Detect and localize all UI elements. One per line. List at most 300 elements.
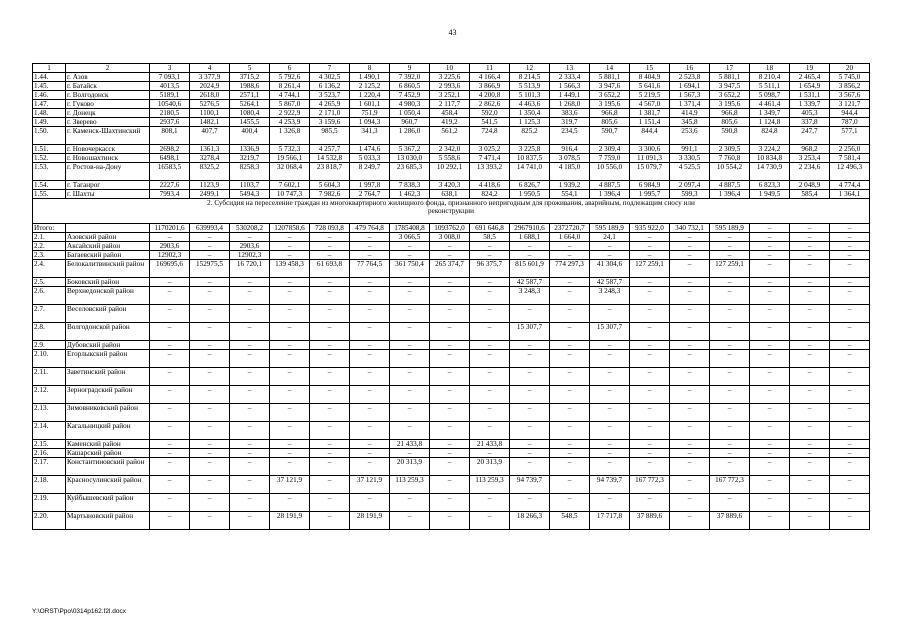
- table-cell: –: [670, 386, 710, 404]
- table-cell: –: [190, 404, 230, 422]
- table-cell: –: [630, 368, 670, 386]
- table-cell: 2 097,4: [670, 181, 710, 190]
- table-cell: –: [670, 449, 710, 458]
- table-cell: 19 566,1: [270, 154, 310, 163]
- table-cell: –: [470, 305, 510, 323]
- table-cell: –: [230, 440, 270, 449]
- table-cell: –: [230, 386, 270, 404]
- table-cell: –: [830, 242, 870, 251]
- table-cell: 5 641,6: [630, 82, 670, 91]
- row-name-cell: г. Донецк: [66, 109, 150, 118]
- table-cell: 17 717,8: [590, 512, 630, 530]
- table-cell: –: [230, 476, 270, 494]
- file-path-footer: Y:\ORST\Ppo\0314p162.f2l.docx: [32, 608, 126, 615]
- table-cell: –: [150, 476, 190, 494]
- table-cell: 16 720,1: [230, 260, 270, 278]
- table-cell: –: [430, 305, 470, 323]
- table-cell: –: [830, 224, 870, 233]
- table-cell: 345,8: [670, 118, 710, 127]
- table-cell: –: [550, 287, 590, 305]
- column-number-cell: 1: [33, 64, 66, 73]
- table-cell: –: [790, 440, 830, 449]
- table-cell: –: [550, 341, 590, 350]
- table-cell: 1.55.: [33, 190, 66, 199]
- table-row: [33, 476, 870, 494]
- table-cell: 991,1: [670, 145, 710, 154]
- table-cell: –: [590, 440, 630, 449]
- table-cell: –: [150, 368, 190, 386]
- table-cell: 5 367,2: [390, 145, 430, 154]
- table-cell: –: [590, 422, 630, 440]
- table-cell: 844,4: [630, 127, 670, 145]
- table-cell: –: [670, 512, 710, 530]
- table-cell: –: [230, 458, 270, 476]
- table-cell: –: [630, 422, 670, 440]
- table-cell: –: [750, 305, 790, 323]
- table-cell: 2372720,7: [550, 224, 590, 233]
- table-cell: –: [230, 341, 270, 350]
- table-cell: 4 567,0: [630, 100, 670, 109]
- table-cell: 400,4: [230, 127, 270, 145]
- table-cell: 805,6: [710, 118, 750, 127]
- table-cell: –: [230, 350, 270, 368]
- table-cell: 2903,6: [230, 242, 270, 251]
- table-cell: 1336,9: [230, 145, 270, 154]
- table-cell: 1361,3: [190, 145, 230, 154]
- table-row: [33, 100, 870, 109]
- table-cell: –: [270, 341, 310, 350]
- table-cell: 3 025,2: [470, 145, 510, 154]
- table-cell: 7 760,8: [710, 154, 750, 163]
- table-cell: 4 418,6: [470, 181, 510, 190]
- table-cell: –: [310, 476, 350, 494]
- row-name-cell: г. Гуково: [66, 100, 150, 109]
- table-cell: 2 171,0: [310, 109, 350, 118]
- table-cell: –: [270, 404, 310, 422]
- table-cell: 113 259,3: [390, 476, 430, 494]
- table-cell: –: [630, 242, 670, 251]
- table-cell: 42 587,7: [510, 278, 550, 287]
- table-cell: –: [190, 251, 230, 260]
- table-cell: –: [670, 242, 710, 251]
- table-cell: –: [790, 404, 830, 422]
- table-cell: 12902,3: [230, 251, 270, 260]
- table-cell: –: [230, 449, 270, 458]
- table-cell: –: [350, 422, 390, 440]
- row-name-cell: г. Ростов-на-Дону: [66, 163, 150, 181]
- table-cell: –: [350, 233, 390, 242]
- table-cell: 8 249,7: [350, 163, 390, 181]
- table-cell: 14 532,8: [310, 154, 350, 163]
- table-cell: –: [830, 233, 870, 242]
- table-cell: 337,8: [790, 118, 830, 127]
- table-cell: –: [510, 242, 550, 251]
- table-cell: 5494,3: [230, 190, 270, 199]
- table-cell: 3 947,6: [590, 82, 630, 91]
- table-cell: –: [350, 350, 390, 368]
- table-row: [33, 163, 870, 181]
- table-cell: –: [630, 305, 670, 323]
- table-cell: –: [670, 305, 710, 323]
- table-cell: 2 333,4: [550, 73, 590, 82]
- table-cell: –: [710, 368, 750, 386]
- table-cell: 3 652,2: [590, 91, 630, 100]
- table-cell: 58,5: [470, 233, 510, 242]
- row-name-cell: г. Азов: [66, 73, 150, 82]
- table-cell: 10 837,5: [510, 154, 550, 163]
- table-cell: 7 093,1: [150, 73, 190, 82]
- table-cell: –: [710, 449, 750, 458]
- table-cell: 2.19.: [33, 494, 66, 512]
- table-cell: –: [150, 233, 190, 242]
- table-cell: Итого:: [33, 224, 66, 233]
- table-cell: –: [310, 512, 350, 530]
- table-cell: 8325,2: [190, 163, 230, 181]
- row-name-cell: г. Волгодонск: [66, 91, 150, 100]
- table-cell: –: [790, 251, 830, 260]
- table-cell: 5 033,3: [350, 154, 390, 163]
- table-cell: –: [430, 422, 470, 440]
- table-cell: –: [710, 242, 750, 251]
- table-cell: –: [630, 404, 670, 422]
- table-cell: –: [670, 404, 710, 422]
- table-cell: 383,6: [550, 109, 590, 118]
- table-cell: 15 307,7: [510, 323, 550, 341]
- table-cell: 1 995,7: [630, 190, 670, 199]
- table-cell: 4 887,5: [590, 181, 630, 190]
- table-cell: –: [790, 449, 830, 458]
- table-cell: –: [630, 440, 670, 449]
- table-cell: –: [470, 350, 510, 368]
- table-cell: 2.12.: [33, 386, 66, 404]
- table-cell: 1 268,0: [550, 100, 590, 109]
- row-name-cell: Верхнедонской район: [66, 287, 150, 305]
- table-cell: –: [790, 305, 830, 323]
- table-cell: –: [310, 233, 350, 242]
- table-cell: 2698,2: [150, 145, 190, 154]
- table-cell: 3 377,9: [190, 73, 230, 82]
- table-cell: –: [270, 422, 310, 440]
- table-cell: 577,1: [830, 127, 870, 145]
- table-cell: –: [510, 305, 550, 323]
- table-cell: 2 048,9: [790, 181, 830, 190]
- table-cell: –: [270, 251, 310, 260]
- column-number-cell: 4: [190, 64, 230, 73]
- table-cell: –: [670, 233, 710, 242]
- table-cell: 3 252,1: [430, 91, 470, 100]
- table-cell: –: [270, 242, 310, 251]
- table-cell: –: [470, 323, 510, 341]
- table-cell: –: [310, 305, 350, 323]
- table-cell: –: [190, 305, 230, 323]
- table-row: [33, 440, 870, 449]
- table-cell: –: [390, 323, 430, 341]
- table-cell: 11 091,3: [630, 154, 670, 163]
- table-cell: 1 462,3: [390, 190, 430, 199]
- table-cell: –: [630, 458, 670, 476]
- table-cell: –: [270, 368, 310, 386]
- table-cell: –: [150, 287, 190, 305]
- table-cell: –: [270, 350, 310, 368]
- table-cell: 127 259,1: [630, 260, 670, 278]
- table-cell: 7 838,3: [390, 181, 430, 190]
- table-cell: 1.46.: [33, 91, 66, 100]
- table-cell: 1 124,8: [750, 118, 790, 127]
- table-cell: 3 253,4: [790, 154, 830, 163]
- table-cell: –: [390, 512, 430, 530]
- table-cell: –: [190, 449, 230, 458]
- table-cell: 1 531,1: [790, 91, 830, 100]
- table-cell: –: [790, 233, 830, 242]
- table-cell: –: [310, 278, 350, 287]
- table-cell: 21 433,8: [390, 440, 430, 449]
- table-cell: 724,8: [470, 127, 510, 145]
- table-row: [33, 287, 870, 305]
- table-cell: 6 984,9: [630, 181, 670, 190]
- table-cell: –: [750, 287, 790, 305]
- table-cell: –: [710, 440, 750, 449]
- table-cell: –: [590, 350, 630, 368]
- column-number-cell: 13: [550, 64, 590, 73]
- row-name-cell: Азовский район: [66, 233, 150, 242]
- table-cell: 1 339,7: [790, 100, 830, 109]
- table-cell: 4 744,1: [270, 91, 310, 100]
- table-cell: –: [430, 449, 470, 458]
- table-cell: –: [190, 323, 230, 341]
- table-cell: 94 739,7: [590, 476, 630, 494]
- table-cell: –: [230, 494, 270, 512]
- table-cell: –: [710, 305, 750, 323]
- table-cell: 2 234,6: [790, 163, 830, 181]
- table-cell: –: [350, 251, 390, 260]
- table-cell: –: [630, 287, 670, 305]
- table-cell: 3 195,6: [590, 100, 630, 109]
- table-cell: –: [510, 458, 550, 476]
- table-cell: 5 792,6: [270, 73, 310, 82]
- table-cell: 966,8: [710, 109, 750, 118]
- table-cell: –: [190, 341, 230, 350]
- table-cell: 3 008,0: [430, 233, 470, 242]
- table-cell: –: [790, 341, 830, 350]
- table-cell: –: [310, 386, 350, 404]
- table-cell: –: [670, 323, 710, 341]
- table-cell: –: [150, 422, 190, 440]
- table-cell: 548,5: [550, 512, 590, 530]
- budget-table: [32, 63, 870, 530]
- row-name-cell: [66, 224, 150, 233]
- table-cell: –: [350, 287, 390, 305]
- table-cell: –: [750, 476, 790, 494]
- table-cell: –: [350, 368, 390, 386]
- table-cell: –: [590, 341, 630, 350]
- table-cell: –: [630, 350, 670, 368]
- table-cell: –: [230, 404, 270, 422]
- table-cell: –: [470, 278, 510, 287]
- table-cell: 1123,9: [190, 181, 230, 190]
- table-cell: –: [750, 449, 790, 458]
- table-cell: –: [510, 440, 550, 449]
- table-cell: 3715,2: [230, 73, 270, 82]
- table-cell: –: [150, 350, 190, 368]
- table-cell: –: [350, 494, 390, 512]
- table-cell: 5 732,3: [270, 145, 310, 154]
- table-cell: –: [470, 386, 510, 404]
- table-cell: –: [630, 386, 670, 404]
- table-cell: –: [590, 458, 630, 476]
- table-cell: –: [750, 458, 790, 476]
- table-cell: 7993,4: [150, 190, 190, 199]
- table-cell: 1.45.: [33, 82, 66, 91]
- table-cell: 2.10.: [33, 350, 66, 368]
- table-cell: 3 195,6: [710, 100, 750, 109]
- table-row: [33, 278, 870, 287]
- table-cell: 2.9.: [33, 341, 66, 350]
- table-cell: 407,7: [190, 127, 230, 145]
- table-cell: 1.47.: [33, 100, 66, 109]
- table-cell: –: [830, 458, 870, 476]
- table-cell: 12 496,3: [830, 163, 870, 181]
- table-cell: 2.14.: [33, 422, 66, 440]
- table-cell: –: [350, 305, 390, 323]
- table-cell: –: [230, 323, 270, 341]
- column-number-cell: 9: [390, 64, 430, 73]
- table-cell: –: [750, 251, 790, 260]
- table-cell: 6 823,3: [750, 181, 790, 190]
- table-cell: 16583,5: [150, 163, 190, 181]
- table-cell: –: [350, 404, 390, 422]
- table-cell: 2 117,7: [430, 100, 470, 109]
- table-cell: –: [630, 278, 670, 287]
- table-cell: –: [350, 449, 390, 458]
- table-cell: –: [830, 494, 870, 512]
- table-cell: 2 993,6: [430, 82, 470, 91]
- table-cell: 1 694,1: [670, 82, 710, 91]
- table-cell: 3 856,2: [830, 82, 870, 91]
- table-row: [33, 73, 870, 82]
- row-name-cell: Константиновский район: [66, 458, 150, 476]
- table-cell: 4 463,6: [510, 100, 550, 109]
- table-cell: 5264,1: [230, 100, 270, 109]
- table-cell: –: [390, 494, 430, 512]
- table-cell: –: [190, 494, 230, 512]
- table-cell: 824,8: [750, 127, 790, 145]
- table-cell: –: [390, 242, 430, 251]
- table-cell: 1170201,6: [150, 224, 190, 233]
- row-name-cell: г. Шахты: [66, 190, 150, 199]
- table-cell: 4 166,4: [470, 73, 510, 82]
- table-row: [33, 386, 870, 404]
- table-cell: 530208,2: [230, 224, 270, 233]
- table-row: [33, 154, 870, 163]
- row-name-cell: Зимовниковский район: [66, 404, 150, 422]
- table-cell: –: [670, 458, 710, 476]
- table-cell: 7 581,4: [830, 154, 870, 163]
- table-cell: 1100,1: [190, 109, 230, 118]
- table-cell: 7 452,9: [390, 91, 430, 100]
- table-cell: –: [790, 368, 830, 386]
- table-cell: 985,5: [310, 127, 350, 145]
- table-cell: 541,5: [470, 118, 510, 127]
- table-cell: 1080,4: [230, 109, 270, 118]
- table-cell: 1 950,5: [510, 190, 550, 199]
- header-row: [33, 64, 870, 73]
- table-cell: –: [430, 494, 470, 512]
- row-name-cell: г. Новочеркасск: [66, 145, 150, 154]
- table-cell: 935 922,0: [630, 224, 670, 233]
- table-cell: –: [390, 287, 430, 305]
- table-cell: 805,6: [590, 118, 630, 127]
- table-cell: 916,4: [550, 145, 590, 154]
- table-cell: –: [510, 350, 550, 368]
- table-cell: 458,4: [430, 109, 470, 118]
- table-cell: –: [710, 458, 750, 476]
- table-cell: –: [790, 494, 830, 512]
- table-cell: –: [630, 449, 670, 458]
- table-cell: –: [790, 458, 830, 476]
- table-cell: 21 433,8: [470, 440, 510, 449]
- column-number-cell: 11: [470, 64, 510, 73]
- column-number-cell: 14: [590, 64, 630, 73]
- table-cell: 61 693,8: [310, 260, 350, 278]
- table-cell: –: [750, 278, 790, 287]
- row-name-cell: Заветинский район: [66, 368, 150, 386]
- table-cell: 824,2: [470, 190, 510, 199]
- table-cell: 15 079,7: [630, 163, 670, 181]
- table-cell: –: [630, 233, 670, 242]
- table-cell: –: [510, 494, 550, 512]
- table-cell: 3 078,5: [550, 154, 590, 163]
- row-name-cell: Куйбышевский район: [66, 494, 150, 512]
- table-row: [33, 341, 870, 350]
- table-cell: 1 349,7: [750, 109, 790, 118]
- table-cell: –: [430, 278, 470, 287]
- table-cell: 94 739,7: [510, 476, 550, 494]
- table-cell: 5 098,7: [750, 91, 790, 100]
- table-row: [33, 145, 870, 154]
- table-cell: –: [350, 341, 390, 350]
- table-cell: 808,1: [150, 127, 190, 145]
- table-cell: 1.51.: [33, 145, 66, 154]
- table-cell: –: [670, 440, 710, 449]
- table-cell: 1 396,4: [590, 190, 630, 199]
- table-row: [33, 127, 870, 145]
- table-cell: –: [190, 458, 230, 476]
- table-row: [33, 512, 870, 530]
- table-cell: 1455,5: [230, 118, 270, 127]
- table-cell: –: [710, 494, 750, 512]
- table-cell: 20 313,9: [390, 458, 430, 476]
- table-cell: –: [830, 260, 870, 278]
- table-cell: 10 834,8: [750, 154, 790, 163]
- table-cell: –: [510, 251, 550, 260]
- table-cell: –: [670, 476, 710, 494]
- table-cell: –: [310, 341, 350, 350]
- table-cell: 2 862,6: [470, 100, 510, 109]
- table-cell: 2.15.: [33, 440, 66, 449]
- table-cell: 340 732,1: [670, 224, 710, 233]
- table-cell: 5276,5: [190, 100, 230, 109]
- table-cell: 1 997,8: [350, 181, 390, 190]
- column-number-cell: 7: [310, 64, 350, 73]
- table-cell: –: [710, 386, 750, 404]
- row-name-cell: Аксайский район: [66, 242, 150, 251]
- column-number-cell: 8: [350, 64, 390, 73]
- table-row: [33, 368, 870, 386]
- table-cell: –: [750, 494, 790, 512]
- table-cell: –: [750, 224, 790, 233]
- table-cell: –: [590, 242, 630, 251]
- column-number-cell: 12: [510, 64, 550, 73]
